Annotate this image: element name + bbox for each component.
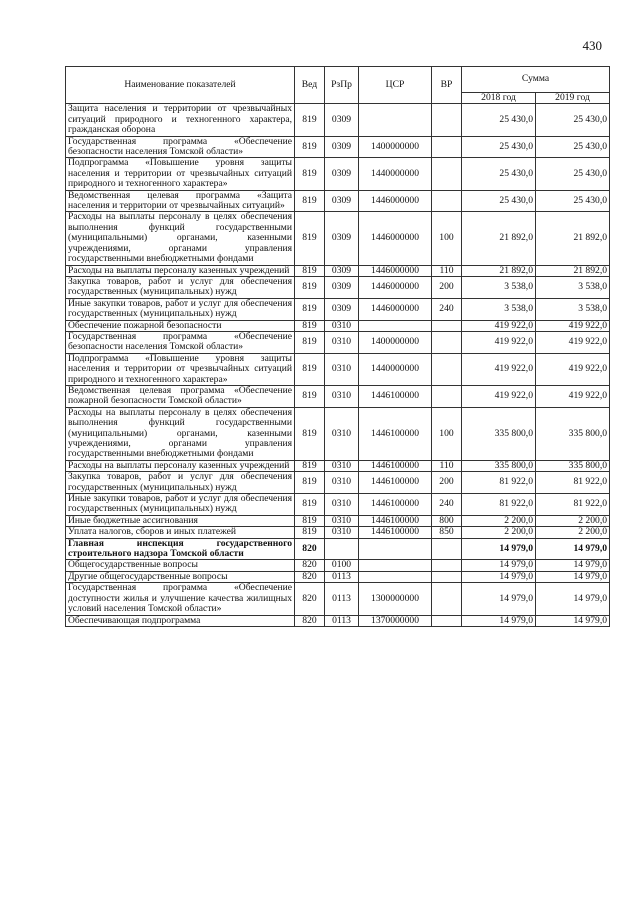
row-sum-2019: 419 922,0 xyxy=(536,385,610,407)
header-rzpr: РзПр xyxy=(325,67,359,104)
row-csr: 1446100000 xyxy=(359,515,432,526)
row-rzpr: 0309 xyxy=(325,298,359,320)
row-rzpr: 0310 xyxy=(325,331,359,353)
row-ved: 819 xyxy=(295,136,325,158)
row-name: Обеспечение пожарной безопасности xyxy=(66,320,295,331)
row-rzpr: 0309 xyxy=(325,158,359,190)
row-sum-2018: 81 922,0 xyxy=(462,494,536,516)
table-row xyxy=(66,104,610,136)
row-name: Иные закупки товаров, работ и услуг для обеспечения государственных (муниципальных) нужд xyxy=(66,494,295,516)
row-rzpr: 0310 xyxy=(325,527,359,538)
row-vr: 200 xyxy=(432,472,462,494)
row-sum-2018: 21 892,0 xyxy=(462,212,536,265)
row-sum-2018: 25 430,0 xyxy=(462,158,536,190)
row-csr: 1446100000 xyxy=(359,527,432,538)
row-sum-2019: 419 922,0 xyxy=(536,320,610,331)
row-name: Подпрограмма «Повышение уровня защиты населения и территории от чрезвычайных ситуаций природного и техногенного характера» xyxy=(66,158,295,190)
page-number: 430 xyxy=(582,38,602,53)
header-sum: Сумма xyxy=(462,67,610,93)
row-ved: 820 xyxy=(295,615,325,626)
row-vr xyxy=(432,158,462,190)
table-row xyxy=(66,353,610,385)
row-vr xyxy=(432,560,462,571)
row-sum-2019: 81 922,0 xyxy=(536,472,610,494)
budget-table xyxy=(65,66,610,627)
table-row xyxy=(66,385,610,407)
row-ved: 820 xyxy=(295,538,325,560)
row-csr: 1440000000 xyxy=(359,353,432,385)
row-sum-2018: 419 922,0 xyxy=(462,320,536,331)
row-ved: 820 xyxy=(295,560,325,571)
row-ved: 819 xyxy=(295,212,325,265)
row-sum-2018: 419 922,0 xyxy=(462,331,536,353)
row-csr: 1446000000 xyxy=(359,265,432,276)
row-name: Ведомственная целевая программа «Обеспечение пожарной безопасности Томской области» xyxy=(66,385,295,407)
row-sum-2019: 419 922,0 xyxy=(536,331,610,353)
row-sum-2019: 21 892,0 xyxy=(536,212,610,265)
row-vr: 100 xyxy=(432,212,462,265)
row-rzpr: 0310 xyxy=(325,460,359,471)
row-rzpr: 0309 xyxy=(325,190,359,212)
table-row xyxy=(66,472,610,494)
row-vr xyxy=(432,104,462,136)
table-row xyxy=(66,331,610,353)
row-ved: 820 xyxy=(295,571,325,582)
row-ved: 819 xyxy=(295,385,325,407)
row-name: Уплата налогов, сборов и иных платежей xyxy=(66,527,295,538)
row-sum-2018: 14 979,0 xyxy=(462,571,536,582)
row-csr: 1446000000 xyxy=(359,190,432,212)
table-row xyxy=(66,136,610,158)
row-ved: 819 xyxy=(295,515,325,526)
row-vr xyxy=(432,331,462,353)
row-name: Общегосударственные вопросы xyxy=(66,560,295,571)
row-sum-2018: 21 892,0 xyxy=(462,265,536,276)
table-row xyxy=(66,494,610,516)
row-csr: 1446100000 xyxy=(359,407,432,460)
table-row xyxy=(66,560,610,571)
row-ved: 819 xyxy=(295,190,325,212)
row-name: Ведомственная целевая программа «Защита населения и территории от чрезвычайных ситуаций» xyxy=(66,190,295,212)
row-csr: 1446100000 xyxy=(359,385,432,407)
row-ved: 819 xyxy=(295,298,325,320)
row-name: Расходы на выплаты персоналу в целях обеспечения выполнения функций государственными (муниципальными) органами, казенными учреждениями, органами управления государственными внебюджетными фондами xyxy=(66,212,295,265)
table-row xyxy=(66,158,610,190)
row-ved: 819 xyxy=(295,460,325,471)
row-rzpr: 0100 xyxy=(325,560,359,571)
row-sum-2018: 14 979,0 xyxy=(462,538,536,560)
row-rzpr: 0309 xyxy=(325,265,359,276)
row-csr xyxy=(359,538,432,560)
header-vr: ВР xyxy=(432,67,462,104)
row-csr: 1370000000 xyxy=(359,615,432,626)
row-sum-2018: 3 538,0 xyxy=(462,298,536,320)
row-csr: 1446100000 xyxy=(359,494,432,516)
row-ved: 819 xyxy=(295,276,325,298)
row-sum-2019: 21 892,0 xyxy=(536,265,610,276)
row-rzpr: 0310 xyxy=(325,407,359,460)
row-sum-2018: 25 430,0 xyxy=(462,136,536,158)
row-rzpr: 0309 xyxy=(325,276,359,298)
table-row xyxy=(66,515,610,526)
row-csr: 1440000000 xyxy=(359,158,432,190)
row-sum-2019: 14 979,0 xyxy=(536,583,610,615)
row-vr xyxy=(432,385,462,407)
row-rzpr: 0310 xyxy=(325,320,359,331)
row-sum-2019: 14 979,0 xyxy=(536,560,610,571)
table-row xyxy=(66,276,610,298)
row-csr: 1446000000 xyxy=(359,276,432,298)
row-rzpr: 0113 xyxy=(325,571,359,582)
table-row xyxy=(66,190,610,212)
row-rzpr: 0309 xyxy=(325,212,359,265)
row-sum-2018: 14 979,0 xyxy=(462,560,536,571)
header-ved: Вед xyxy=(295,67,325,104)
row-sum-2018: 3 538,0 xyxy=(462,276,536,298)
row-name: Расходы на выплаты персоналу в целях обеспечения выполнения функций государственными (муниципальными) органами, казенными учреждениями, органами управления государственными внебюджетными фондами xyxy=(66,407,295,460)
row-sum-2019: 14 979,0 xyxy=(536,538,610,560)
row-sum-2019: 25 430,0 xyxy=(536,136,610,158)
table-row xyxy=(66,615,610,626)
row-csr: 1400000000 xyxy=(359,136,432,158)
row-vr xyxy=(432,136,462,158)
header-csr: ЦСР xyxy=(359,67,432,104)
row-csr xyxy=(359,320,432,331)
table-row xyxy=(66,460,610,471)
row-sum-2019: 419 922,0 xyxy=(536,353,610,385)
row-ved: 819 xyxy=(295,494,325,516)
row-csr xyxy=(359,571,432,582)
row-name: Расходы на выплаты персоналу казенных учреждений xyxy=(66,460,295,471)
row-name: Защита населения и территории от чрезвычайных ситуаций природного и техногенного характера, гражданская оборона xyxy=(66,104,295,136)
row-csr: 1446000000 xyxy=(359,212,432,265)
row-csr: 1446100000 xyxy=(359,472,432,494)
row-vr: 240 xyxy=(432,494,462,516)
header-year-2018: 2018 год xyxy=(462,93,536,104)
table-body xyxy=(66,104,610,627)
row-sum-2019: 25 430,0 xyxy=(536,190,610,212)
row-sum-2019: 3 538,0 xyxy=(536,298,610,320)
row-csr: 1446000000 xyxy=(359,298,432,320)
row-sum-2019: 25 430,0 xyxy=(536,158,610,190)
row-sum-2019: 3 538,0 xyxy=(536,276,610,298)
row-sum-2018: 25 430,0 xyxy=(462,104,536,136)
row-vr xyxy=(432,320,462,331)
row-vr xyxy=(432,190,462,212)
row-csr xyxy=(359,560,432,571)
row-sum-2019: 81 922,0 xyxy=(536,494,610,516)
row-sum-2018: 335 800,0 xyxy=(462,460,536,471)
row-sum-2018: 419 922,0 xyxy=(462,353,536,385)
row-sum-2019: 14 979,0 xyxy=(536,615,610,626)
row-sum-2019: 2 200,0 xyxy=(536,527,610,538)
row-sum-2019: 335 800,0 xyxy=(536,460,610,471)
row-rzpr: 0310 xyxy=(325,385,359,407)
row-sum-2019: 2 200,0 xyxy=(536,515,610,526)
row-sum-2018: 2 200,0 xyxy=(462,527,536,538)
row-name: Государственная программа «Обеспечение безопасности населения Томской области» xyxy=(66,136,295,158)
row-name: Обеспечивающая подпрограмма xyxy=(66,615,295,626)
row-name: Государственная программа «Обеспечение доступности жилья и улучшение качества жилищных условий населения Томской области» xyxy=(66,583,295,615)
table-row xyxy=(66,583,610,615)
row-rzpr: 0113 xyxy=(325,583,359,615)
row-sum-2018: 419 922,0 xyxy=(462,385,536,407)
row-name: Закупка товаров, работ и услуг для обеспечения государственных (муниципальных) нужд xyxy=(66,472,295,494)
row-sum-2019: 14 979,0 xyxy=(536,571,610,582)
table-row xyxy=(66,527,610,538)
header-name: Наименование показателей xyxy=(66,67,295,104)
row-ved: 819 xyxy=(295,158,325,190)
row-name: Главная инспекция государственного строительного надзора Томской области xyxy=(66,538,295,560)
row-rzpr: 0113 xyxy=(325,615,359,626)
row-ved: 820 xyxy=(295,583,325,615)
row-sum-2018: 14 979,0 xyxy=(462,583,536,615)
row-sum-2018: 25 430,0 xyxy=(462,190,536,212)
row-vr xyxy=(432,353,462,385)
row-ved: 819 xyxy=(295,320,325,331)
header-year-2019: 2019 год xyxy=(536,93,610,104)
row-ved: 819 xyxy=(295,331,325,353)
row-vr xyxy=(432,583,462,615)
row-vr: 240 xyxy=(432,298,462,320)
table-row xyxy=(66,298,610,320)
table-row xyxy=(66,212,610,265)
row-name: Закупка товаров, работ и услуг для обеспечения государственных (муниципальных) нужд xyxy=(66,276,295,298)
row-rzpr xyxy=(325,538,359,560)
row-ved: 819 xyxy=(295,353,325,385)
row-csr xyxy=(359,104,432,136)
row-name: Другие общегосударственные вопросы xyxy=(66,571,295,582)
row-csr: 1400000000 xyxy=(359,331,432,353)
table-row xyxy=(66,265,610,276)
table-row xyxy=(66,538,610,560)
row-csr: 1300000000 xyxy=(359,583,432,615)
row-name: Расходы на выплаты персоналу казенных учреждений xyxy=(66,265,295,276)
row-vr: 110 xyxy=(432,460,462,471)
row-vr: 200 xyxy=(432,276,462,298)
header-row xyxy=(66,67,610,93)
row-vr xyxy=(432,538,462,560)
row-ved: 819 xyxy=(295,407,325,460)
row-rzpr: 0310 xyxy=(325,472,359,494)
table-row xyxy=(66,571,610,582)
row-name: Иные закупки товаров, работ и услуг для обеспечения государственных (муниципальных) нужд xyxy=(66,298,295,320)
row-ved: 819 xyxy=(295,472,325,494)
row-vr: 850 xyxy=(432,527,462,538)
row-vr: 100 xyxy=(432,407,462,460)
row-ved: 819 xyxy=(295,265,325,276)
row-name: Иные бюджетные ассигнования xyxy=(66,515,295,526)
row-vr xyxy=(432,615,462,626)
row-sum-2018: 81 922,0 xyxy=(462,472,536,494)
row-ved: 819 xyxy=(295,104,325,136)
row-rzpr: 0309 xyxy=(325,136,359,158)
row-vr: 800 xyxy=(432,515,462,526)
row-rzpr: 0310 xyxy=(325,353,359,385)
row-sum-2018: 14 979,0 xyxy=(462,615,536,626)
row-vr: 110 xyxy=(432,265,462,276)
table-row xyxy=(66,407,610,460)
row-sum-2019: 25 430,0 xyxy=(536,104,610,136)
row-rzpr: 0309 xyxy=(325,104,359,136)
row-csr: 1446100000 xyxy=(359,460,432,471)
row-sum-2019: 335 800,0 xyxy=(536,407,610,460)
row-name: Подпрограмма «Повышение уровня защиты населения и территории от чрезвычайных ситуаций природного и техногенного характера» xyxy=(66,353,295,385)
row-name: Государственная программа «Обеспечение безопасности населения Томской области» xyxy=(66,331,295,353)
row-rzpr: 0310 xyxy=(325,515,359,526)
row-ved: 819 xyxy=(295,527,325,538)
row-rzpr: 0310 xyxy=(325,494,359,516)
row-sum-2018: 335 800,0 xyxy=(462,407,536,460)
table-row xyxy=(66,320,610,331)
row-vr xyxy=(432,571,462,582)
row-sum-2018: 2 200,0 xyxy=(462,515,536,526)
